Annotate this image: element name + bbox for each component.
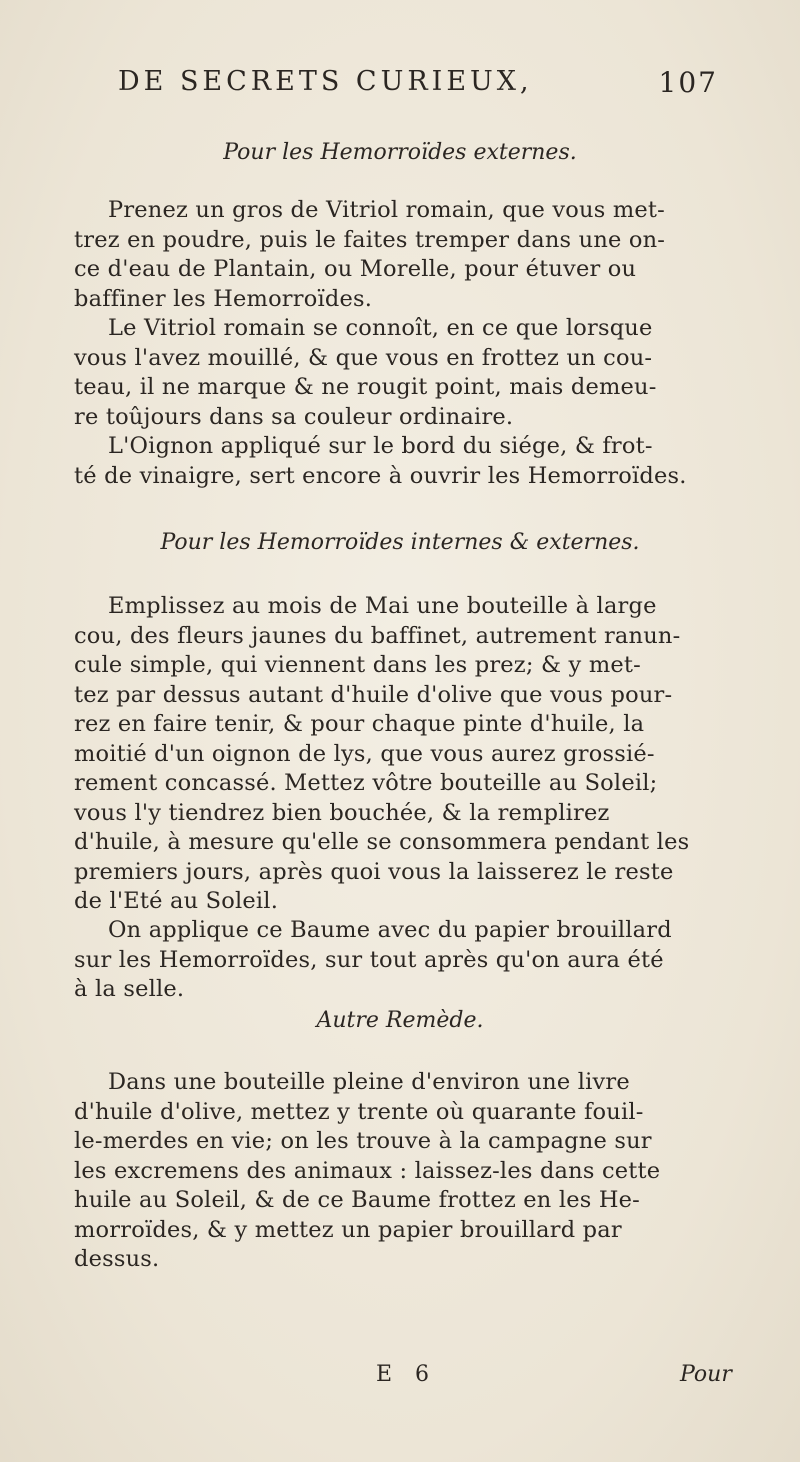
text-line: re toûjours dans sa couleur ordinaire. xyxy=(74,403,514,430)
paragraph xyxy=(74,196,738,314)
text-line: rement concassé. Mettez vôtre bouteille au Soleil; xyxy=(74,770,658,796)
section-title-internes-externes: Pour les Hemorroïdes internes & externes. xyxy=(160,530,640,555)
paragraph xyxy=(74,314,738,432)
page-number: 107 xyxy=(658,66,718,99)
text-line: premiers jours, après quoi vous la laisserez le reste xyxy=(74,858,674,885)
text-line: rez en faire tenir, & pour chaque pinte d'huile, la xyxy=(74,711,645,737)
paragraph xyxy=(74,432,738,491)
text-line: On applique ce Baume avec du papier brouillard xyxy=(108,917,672,943)
text-line: baffiner les Hemorroïdes. xyxy=(74,285,373,312)
running-title: DE SECRETS CURIEUX, xyxy=(118,66,533,97)
text-line: Le Vitriol romain se connoît, en ce que lorsque xyxy=(108,315,653,341)
text-line: cule simple, qui viennent dans les prez; & y met- xyxy=(74,652,641,678)
text-line: à la selle. xyxy=(74,976,185,1002)
paragraph xyxy=(74,916,738,1005)
text-line: vous l'avez mouillé, & que vous en frottez un cou- xyxy=(74,344,653,371)
text-line: L'Oignon appliqué sur le bord du siége, & frot- xyxy=(108,433,653,459)
text-line: teau, il ne marque & ne rougit point, mais demeu- xyxy=(74,374,657,400)
text-line: le-merdes en vie; on les trouve à la campagne sur xyxy=(74,1128,652,1154)
text-line: Prenez un gros de Vitriol romain, que vous met- xyxy=(108,197,665,223)
paragraph xyxy=(74,1068,738,1275)
running-head xyxy=(118,66,718,116)
text-line: moitié d'un oignon de lys, que vous aurez grossié- xyxy=(74,740,655,767)
text-line: de l'Eté au Soleil. xyxy=(74,888,279,914)
text-line: tez par dessus autant d'huile d'olive que vous pour- xyxy=(74,681,673,708)
signature-mark: E 6 xyxy=(376,1362,438,1387)
section-title-autre-remede: Autre Remède. xyxy=(316,1008,484,1033)
page-footer xyxy=(0,1362,800,1402)
section-title-externes: Pour les Hemorroïdes externes. xyxy=(223,140,577,165)
text-line: ce d'eau de Plantain, ou Morelle, pour étuver ou xyxy=(74,256,637,282)
text-line: trez en poudre, puis le faites tremper dans une on- xyxy=(74,226,666,253)
text-line: huile au Soleil, & de ce Baume frottez en les He- xyxy=(74,1187,640,1213)
text-line: Dans une bouteille pleine d'environ une livre xyxy=(108,1069,630,1095)
text-line: d'huile, à mesure qu'elle se consommera pendant les xyxy=(74,829,690,855)
catchword: Pour xyxy=(680,1362,732,1387)
text-line: cou, des fleurs jaunes du baffinet, autrement ranun- xyxy=(74,622,681,649)
text-line: dessus. xyxy=(74,1246,160,1272)
text-line: vous l'y tiendrez bien bouchée, & la remplirez xyxy=(74,799,610,826)
text-line: Emplissez au mois de Mai une bouteille à large xyxy=(108,593,657,619)
text-line: sur les Hemorroïdes, sur tout après qu'on aura été xyxy=(74,946,664,973)
text-line: d'huile d'olive, mettez y trente où quarante fouil- xyxy=(74,1098,644,1125)
paragraph xyxy=(74,592,738,917)
text-line: té de vinaigre, sert encore à ouvrir les Hemorroïdes. xyxy=(74,462,687,489)
text-line: les excremens des animaux : laissez-les dans cette xyxy=(74,1157,661,1184)
text-line: morroïdes, & y mettez un papier brouillard par xyxy=(74,1216,622,1243)
